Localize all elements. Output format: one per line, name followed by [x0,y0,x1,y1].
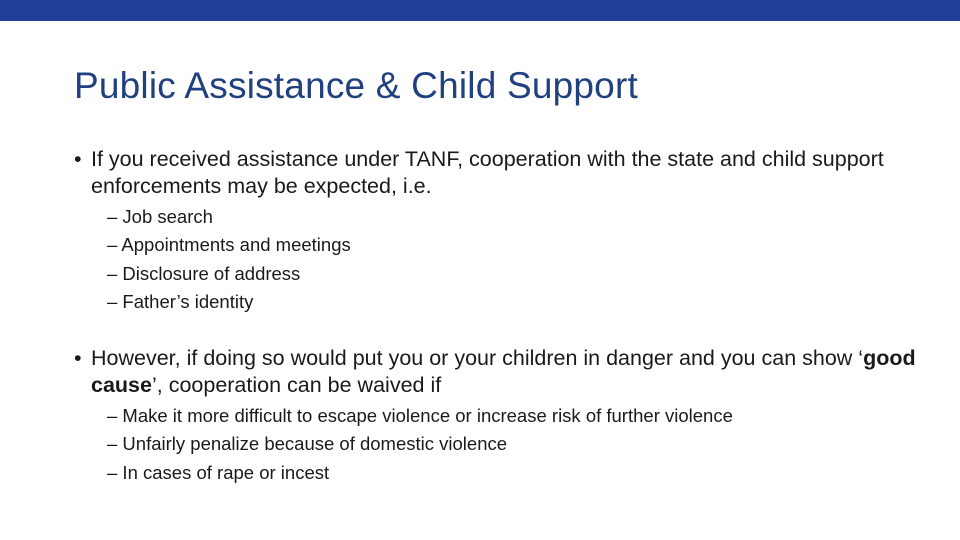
slide-title: Public Assistance & Child Support [74,65,638,106]
list-item: – Appointments and meetings [107,234,351,256]
bullet-marker: • [74,147,82,171]
expectations-list [107,203,934,316]
bullet-marker: • [74,346,82,371]
list-item: – Make it more difficult to escape violence or increase risk of further violence [107,405,733,427]
list-item: – In cases of rape or incest [107,461,330,483]
list-item: – Disclosure of address [107,262,301,284]
bullet-text: If you received assistance under TANF, cooperation with the state and child support enforcements may be expected, i.e. [91,147,884,198]
list-item: – Job search [107,206,213,227]
spacer [74,316,934,345]
top-accent-bar [0,0,960,21]
bullet-tanf-cooperation [74,146,934,200]
bullet-text-bold: good cause [91,346,916,398]
waiver-reasons-list [107,402,934,487]
list-item: – Father’s identity [107,290,254,312]
bullet-good-cause [74,345,934,399]
bullet-text-after: ’, cooperation can be waived if [151,373,442,398]
list-item: – Unfairly penalize because of domestic violence [107,433,508,455]
slide-content [74,146,934,487]
bullet-text-before: However, if doing so would put you or your children in danger and you can show ‘ [91,346,864,371]
